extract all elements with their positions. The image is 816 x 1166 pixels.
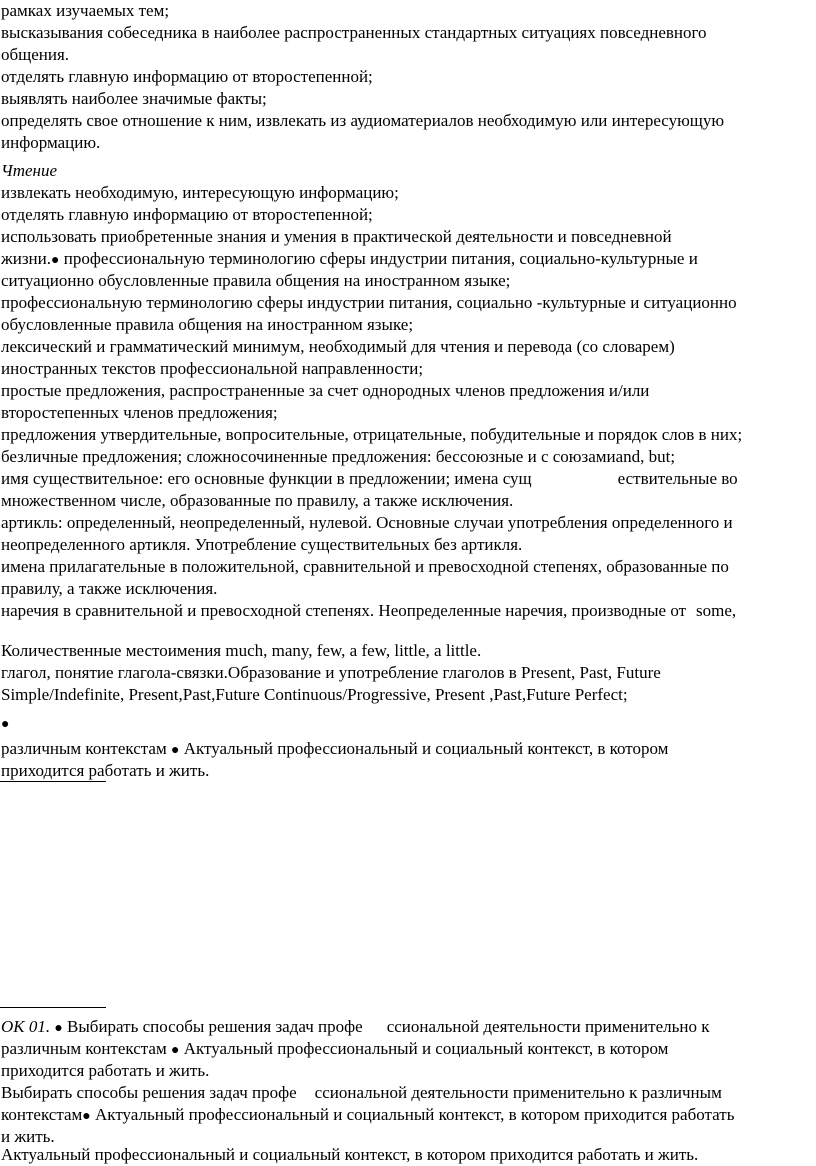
- text-line: приходится работать и жить.: [1, 761, 210, 780]
- text-fragment: жизни.: [1, 249, 52, 268]
- text-fragment: безличные предложения; сложносочиненные предложения: бессоюзные и с союзами: [1, 447, 616, 466]
- text-fragment: Актуальный профессиональный и социальный контекст, в котором: [183, 739, 669, 758]
- text-line: определять свое отношение к ним, извлекать из аудиоматериалов необходимую или интересующую: [1, 111, 725, 130]
- text-fragment: имя существительное: его основные функции в предложении; имена сущ: [1, 469, 532, 488]
- footnote-separator: [0, 1007, 106, 1008]
- text-line: неопределенного артикля. Употребление существительных без артикля.: [1, 535, 523, 554]
- text-fragment: Актуальный профессиональный и социальный контекст, в котором: [183, 1039, 669, 1058]
- text-line: высказывания собеседника в наиболее распространенных стандартных ситуациях повседневного: [1, 23, 707, 42]
- text-line: второстепенных членов предложения;: [1, 403, 278, 422]
- section-heading-reading: Чтение: [1, 161, 58, 180]
- text-line: лексический и грамматический минимум, необходимый для чтения и перевода (со словарем): [1, 337, 675, 356]
- text-fragment: ссиональной деятельности применительно к различным: [314, 1083, 722, 1102]
- text-line: имена прилагательные в положительной, сравнительной и превосходной степенях, образованные по: [1, 557, 729, 576]
- text-line: использовать приобретенные знания и умения в практической деятельности и повседневной: [1, 227, 672, 246]
- text-line: [1, 468, 738, 490]
- text-line: иностранных текстов профессиональной направленности;: [1, 359, 424, 378]
- text-line: извлекать необходимую, интересующую информацию;: [1, 183, 399, 202]
- bullet-icon: ●: [1, 717, 10, 732]
- text-line: [1, 248, 698, 272]
- bullet-icon: ●: [82, 1109, 91, 1124]
- text-line: отделять главную информацию от второстепенной;: [1, 205, 373, 224]
- text-line: множественном числе, образованные по правилу, а также исключения.: [1, 491, 514, 510]
- text-line: информацию.: [1, 133, 101, 152]
- text-fragment: Выбирать способы решения задач профе: [1, 1083, 297, 1102]
- text-fragment: ссиональной деятельности применительно к: [386, 1017, 710, 1036]
- text-line: [1, 1038, 668, 1062]
- text-line: предложения утвердительные, вопросительные, отрицательные, побудительные и порядок слов в них;: [1, 425, 743, 444]
- text-line: выявлять наиболее значимые факты;: [1, 89, 267, 108]
- text-line: отделять главную информацию от второстепенной;: [1, 67, 373, 86]
- text-line: и жить.: [1, 1127, 55, 1146]
- text-line: [1, 446, 675, 468]
- text-fragment: some,: [696, 601, 737, 620]
- text-line: профессиональную терминологию сферы индустрии питания, социально -культурные и ситуационно: [1, 293, 737, 312]
- text-fragment: различным контекстам: [1, 739, 167, 758]
- text-fragment: различным контекстам: [1, 1039, 167, 1058]
- text-line: обусловленные правила общения на иностранном языке;: [1, 315, 414, 334]
- text-line: правилу, а также исключения.: [1, 579, 218, 598]
- text-line: Количественные местоимения much, many, few, a few, little, a little.: [1, 641, 482, 660]
- text-fragment: and, but;: [615, 447, 676, 466]
- bullet-icon: ●: [170, 743, 180, 758]
- separator-rule: [0, 781, 106, 782]
- bullet-icon: ●: [170, 1043, 180, 1058]
- text-line: [1, 1082, 722, 1104]
- bullet-icon: ●: [51, 253, 60, 268]
- text-line: простые предложения, распространенные за счет однородных членов предложения и/или: [1, 381, 650, 400]
- text-line: общения.: [1, 45, 70, 64]
- text-line: Актуальный профессиональный и социальный контекст, в котором приходится работать и жить.: [1, 1145, 699, 1164]
- text-fragment: Выбирать способы решения задач профе: [67, 1017, 363, 1036]
- text-fragment: профессиональную терминологию сферы индустрии питания, социально-культурные и: [63, 249, 698, 268]
- text-fragment: ествительные во: [617, 469, 738, 488]
- text-line: рамках изучаемых тем;: [1, 1, 170, 20]
- text-fragment: Актуальный профессиональный и социальный контекст, в котором приходится работать: [95, 1105, 735, 1124]
- text-fragment: наречия в сравнительной и превосходной степенях. Неопределенные наречия, производные от: [1, 601, 687, 620]
- text-fragment: контекстам: [1, 1105, 83, 1124]
- text-line: Simple/Indefinite, Present,Past,Future Continuous/Progressive, Present ,Past,Future Perfect;: [1, 685, 628, 704]
- text-line: [1, 1104, 734, 1128]
- text-line: артикль: определенный, неопределенный, нулевой. Основные случаи употребления определенного и: [1, 513, 733, 532]
- text-line: ситуационно обусловленные правила общения на иностранном языке;: [1, 271, 511, 290]
- text-line: приходится работать и жить.: [1, 1061, 210, 1080]
- text-line: [1, 600, 736, 622]
- text-line: глагол, понятие глагола-связки.Образование и употребление глаголов в Present, Past, Future: [1, 663, 661, 682]
- bullet-icon: ●: [54, 1021, 63, 1036]
- text-line: [1, 1016, 709, 1040]
- ok-label: ОК 01.: [1, 1017, 51, 1036]
- text-line: [1, 738, 668, 762]
